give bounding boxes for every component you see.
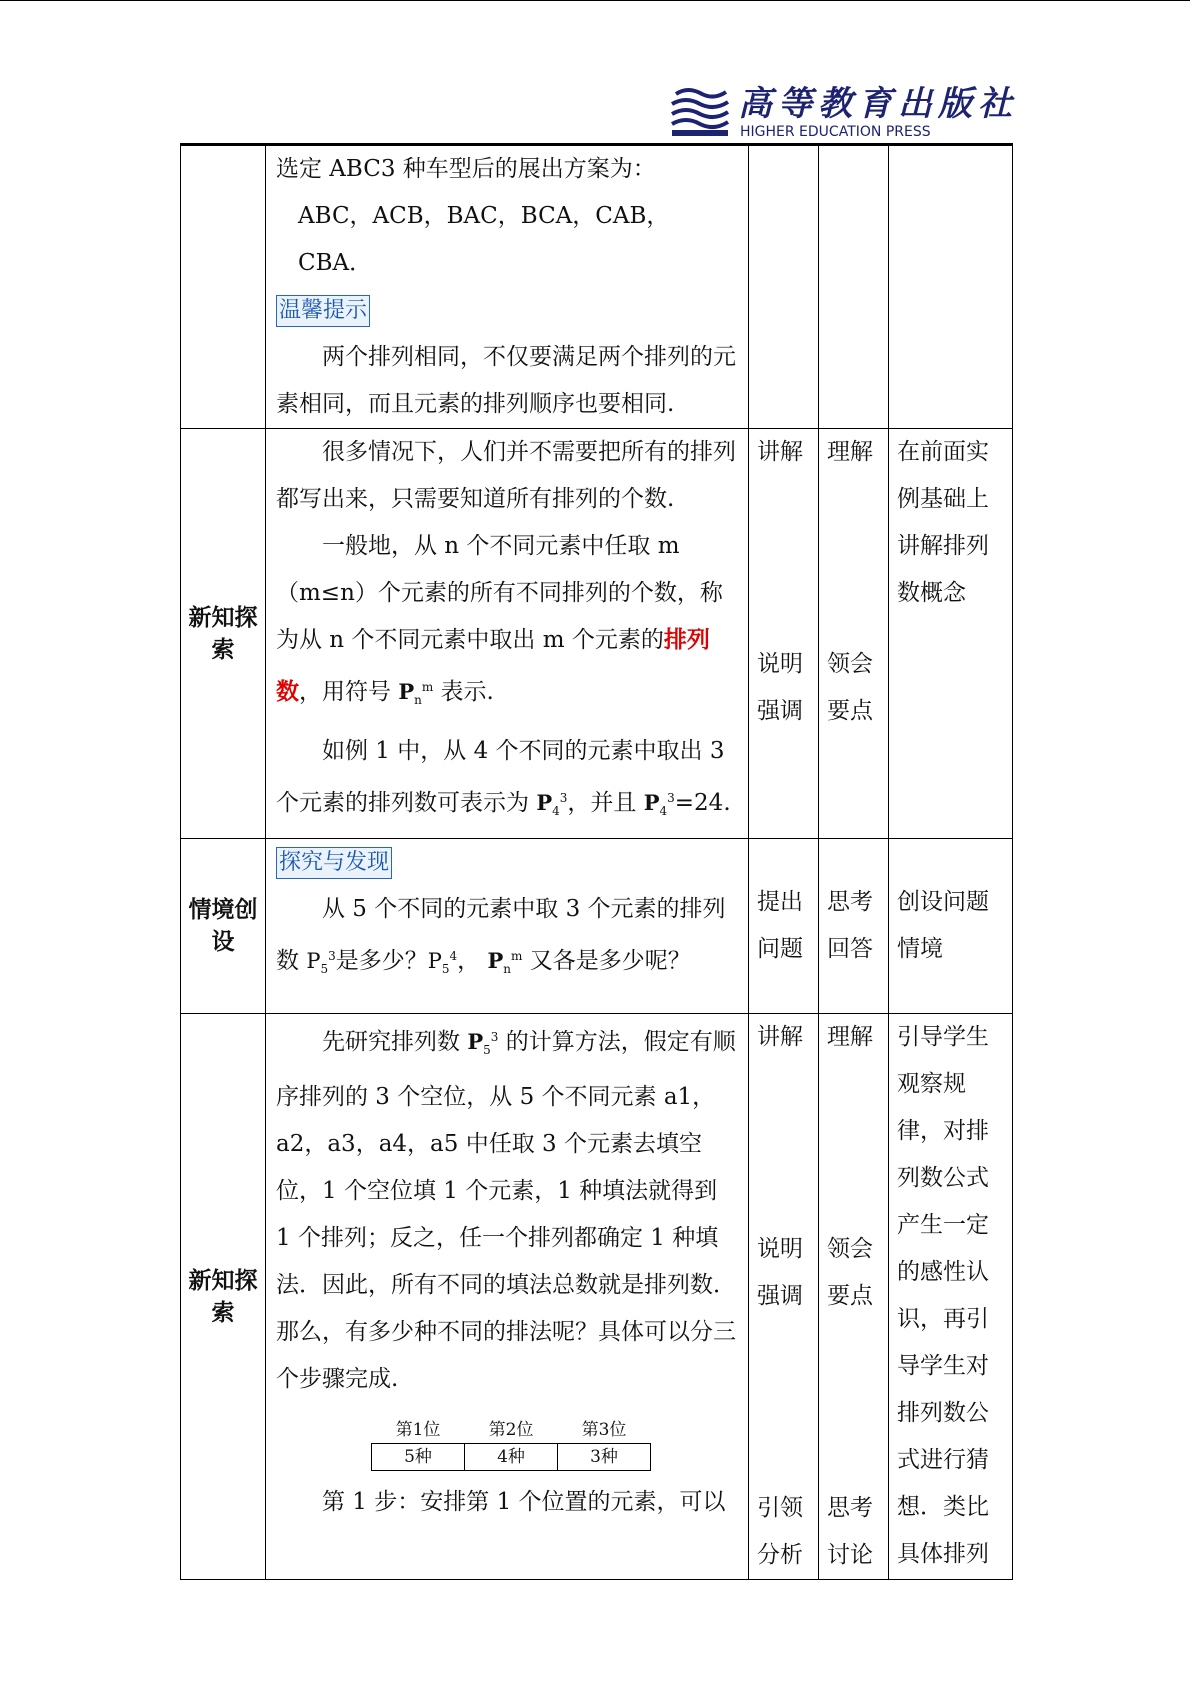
publisher-name-en: HIGHER EDUCATION PRESS [740, 124, 931, 140]
table-row [181, 429, 1013, 839]
stage-cell: 新知探索 [181, 429, 266, 839]
intent-cell [889, 146, 1013, 429]
student-activity: 理解 [827, 439, 873, 465]
content-cell [266, 839, 749, 1014]
student-activity: 思考讨论 [827, 1495, 873, 1568]
content-cell [266, 1014, 749, 1580]
publisher-name-cn: 高等教育出版社 [738, 84, 1018, 124]
position-count: 4种 [465, 1444, 558, 1471]
question-text: 是多少？ [335, 948, 428, 974]
teacher-activity: 讲解 [757, 439, 803, 465]
teacher-activity: 说明强调 [757, 1236, 803, 1309]
permutation-symbol: $P_5^3$ [306, 949, 336, 977]
teacher-activity: 说明强调 [757, 651, 803, 724]
table-row [181, 146, 1013, 429]
stage-cell: 情境创设 [181, 839, 266, 1014]
position-name: 第2位 [465, 1417, 558, 1444]
example-paragraph [276, 728, 738, 835]
content-cell [266, 429, 749, 839]
position-count: 3种 [558, 1444, 651, 1471]
explore-label: 探究与发现 [276, 847, 392, 879]
question-text: 又各是多少呢？ [529, 948, 691, 974]
student-cell [819, 429, 889, 839]
design-intent: 在前面实例基础上讲解排列数概念 [897, 439, 989, 606]
exhibit-list: ABC，ACB，BAC，BCA，CAB，CBA． [298, 203, 670, 276]
tip-label: 温馨提示 [276, 295, 370, 327]
question-text: ， [457, 948, 481, 974]
student-activity: 领会要点 [827, 651, 873, 724]
stage-cell [181, 146, 266, 429]
design-intent: 引导学生观察规律，对排列数公式产生一定的感性认识，再引导学生对排列数公式进行猜想．类比具体排列 [897, 1024, 989, 1567]
method-text: 的计算方法，假定有顺序排列的 3 个空位，从 5 个不同元素 a1，a2，a3，a4，a5 中任取 3 个元素去填空位，1 个空位填 1 个元素，1 种填法就得到 1 个排列；反之，任一个排列都确定 1 种填法．因此，所有不同的填法总数就是排列数．那么，有多少种不同的排法呢？具体可以分三个步骤完成. [276, 1029, 736, 1393]
student-cell [819, 839, 889, 1014]
definition-text: 一般地，从 n 个不同元素中任取 m（m≤n）个元素的所有不同排列的个数，称为从 n 个不同元素中取出 m 个元素的 [276, 533, 723, 653]
stage-cell: 新知探索 [181, 1014, 266, 1580]
example-text: =24. [674, 790, 731, 817]
intent-cell [889, 839, 1013, 1014]
definition-paragraph [276, 523, 738, 724]
publisher-logo [668, 84, 1018, 140]
paragraph: 很多情况下，人们并不需要把所有的排列都写出来，只需要知道所有排列的个数. [276, 439, 736, 512]
design-intent: 创设问题情境 [897, 889, 989, 962]
permutation-symbol: $P_5^4$ [427, 949, 458, 977]
step-text: 第 1 步：安排第 1 个位置的元素，可以 [322, 1489, 726, 1516]
student-activity: 理解 [827, 1024, 873, 1050]
teacher-cell [749, 146, 819, 429]
question-paragraph [276, 886, 738, 993]
definition-text: 表示. [440, 679, 494, 705]
permutation-symbol: $P_n^m$ [487, 948, 523, 977]
teacher-activity: 引领分析 [757, 1495, 803, 1568]
student-cell [819, 146, 889, 429]
teacher-cell [749, 429, 819, 839]
position-name: 第1位 [372, 1417, 465, 1444]
method-paragraph [276, 1014, 738, 1403]
student-activity: 领会要点 [827, 1236, 873, 1309]
tip-text: 两个排列相同，不仅要满足两个排列的元素相同，而且元素的排列顺序也要相同. [276, 344, 736, 417]
teacher-activity: 讲解 [757, 1024, 803, 1050]
permutation-symbol: $P_4^3$ [643, 790, 675, 819]
position-table [371, 1417, 651, 1471]
intent-cell [889, 429, 1013, 839]
student-cell [819, 1014, 889, 1580]
publisher-emblem-icon [668, 84, 732, 140]
permutation-symbol: $P_5^3$ [467, 1029, 499, 1058]
intent-cell [889, 1014, 1013, 1580]
position-count: 5种 [372, 1444, 465, 1471]
teacher-activity: 提出问题 [757, 889, 803, 962]
example-text: 如例 1 中，从 4 个不同的元素中取出 3 个元素的排列数可表示为 [276, 738, 725, 817]
method-text: 先研究排列数 [322, 1029, 460, 1055]
content-cell [266, 146, 749, 429]
teacher-cell [749, 1014, 819, 1580]
permutation-symbol: $P_4^3$ [536, 790, 568, 819]
highlight-term: 排列数 [276, 627, 710, 705]
top-rule [0, 0, 1190, 1]
table-row [181, 839, 1013, 1014]
table-row [181, 1014, 1013, 1580]
lesson-plan-table [180, 145, 1013, 1580]
example-text: ，并且 [567, 790, 637, 817]
exhibit-intro: 选定 ABC3 种车型后的展出方案为： [276, 156, 656, 182]
teacher-cell [749, 839, 819, 1014]
permutation-symbol: $P_n^m$ [398, 679, 434, 708]
student-activity: 思考回答 [827, 889, 873, 962]
question-text: 从 5 个不同的元素中取 3 个元素的排列数 [276, 896, 726, 974]
definition-text: ，用符号 [299, 679, 391, 705]
position-name: 第3位 [558, 1417, 651, 1444]
